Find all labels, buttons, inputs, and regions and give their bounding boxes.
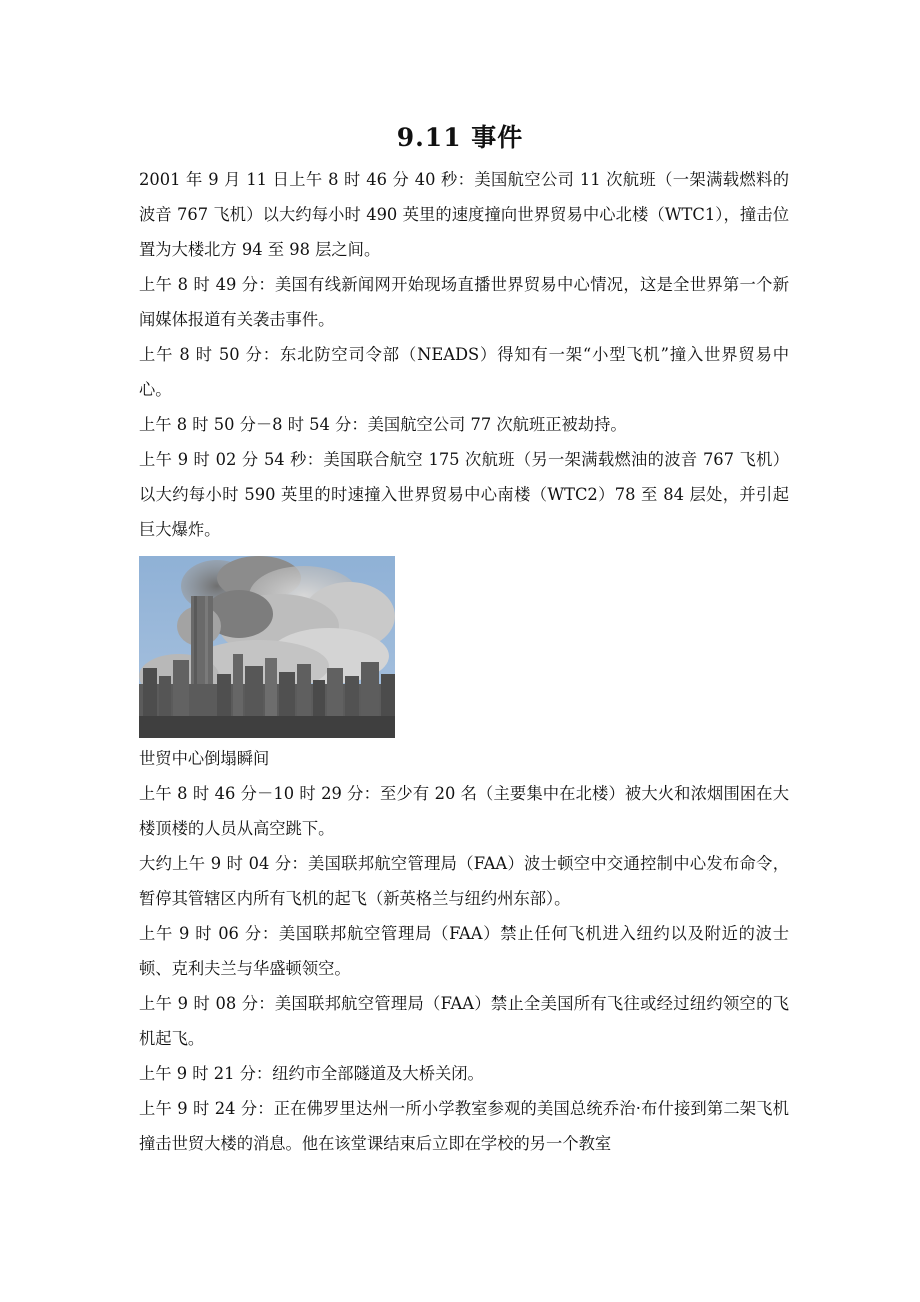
paragraph: 上午 8 时 49 分：美国有线新闻网开始现场直播世界贸易中心情况，这是全世界第一个新闻媒体报道有关袭击事件。 [139, 275, 789, 329]
paragraph: 上午 8 时 50 分－8 时 54 分：美国航空公司 77 次航班正被劫持。 [139, 415, 627, 434]
paragraph: 2001 年 9 月 11 日上午 8 时 46 分 40 秒：美国航空公司 11 次航班（一架满载燃料的波音 767 飞机）以大约每小时 490 英里的速度撞向世界贸易中心北楼（WTC1），撞击位置为大楼北方 94 至 98 层之间。 [139, 170, 789, 259]
image-caption: 世贸中心倒塌瞬间 [139, 749, 270, 768]
document-body [139, 162, 789, 1161]
paragraph: 上午 8 时 46 分－10 时 29 分：至少有 20 名（主要集中在北楼）被大火和浓烟围困在大楼顶楼的人员从高空跳下。 [139, 784, 789, 838]
paragraph: 上午 9 时 06 分：美国联邦航空管理局（FAA）禁止任何飞机进入纽约以及附近的波士顿、克利夫兰与华盛顿领空。 [139, 924, 789, 978]
paragraph: 上午 8 时 50 分：东北防空司令部（NEADS）得知有一架“小型飞机”撞入世界贸易中心。 [139, 345, 789, 399]
wtc-collapse-photo [139, 556, 395, 738]
paragraph: 上午 9 时 24 分：正在佛罗里达州一所小学教室参观的美国总统乔治·布什接到第二架飞机撞击世贸大楼的消息。他在该堂课结束后立即在学校的另一个教室 [139, 1099, 789, 1153]
paragraph: 上午 9 时 21 分：纽约市全部隧道及大桥关闭。 [139, 1064, 484, 1083]
paragraph: 上午 9 时 02 分 54 秒：美国联合航空 175 次航班（另一架满载燃油的波音 767 飞机）以大约每小时 590 英里的时速撞入世界贸易中心南楼（WTC2）78 至 84 层处，并引起巨大爆炸。 [139, 450, 789, 539]
document-title: 9.11 事件 [396, 123, 524, 152]
paragraph: 大约上午 9 时 04 分：美国联邦航空管理局（FAA）波士顿空中交通控制中心发布命令，暂停其管辖区内所有飞机的起飞（新英格兰与纽约州东部）。 [139, 854, 789, 908]
paragraph: 上午 9 时 08 分：美国联邦航空管理局（FAA）禁止全美国所有飞往或经过纽约领空的飞机起飞。 [139, 994, 789, 1048]
